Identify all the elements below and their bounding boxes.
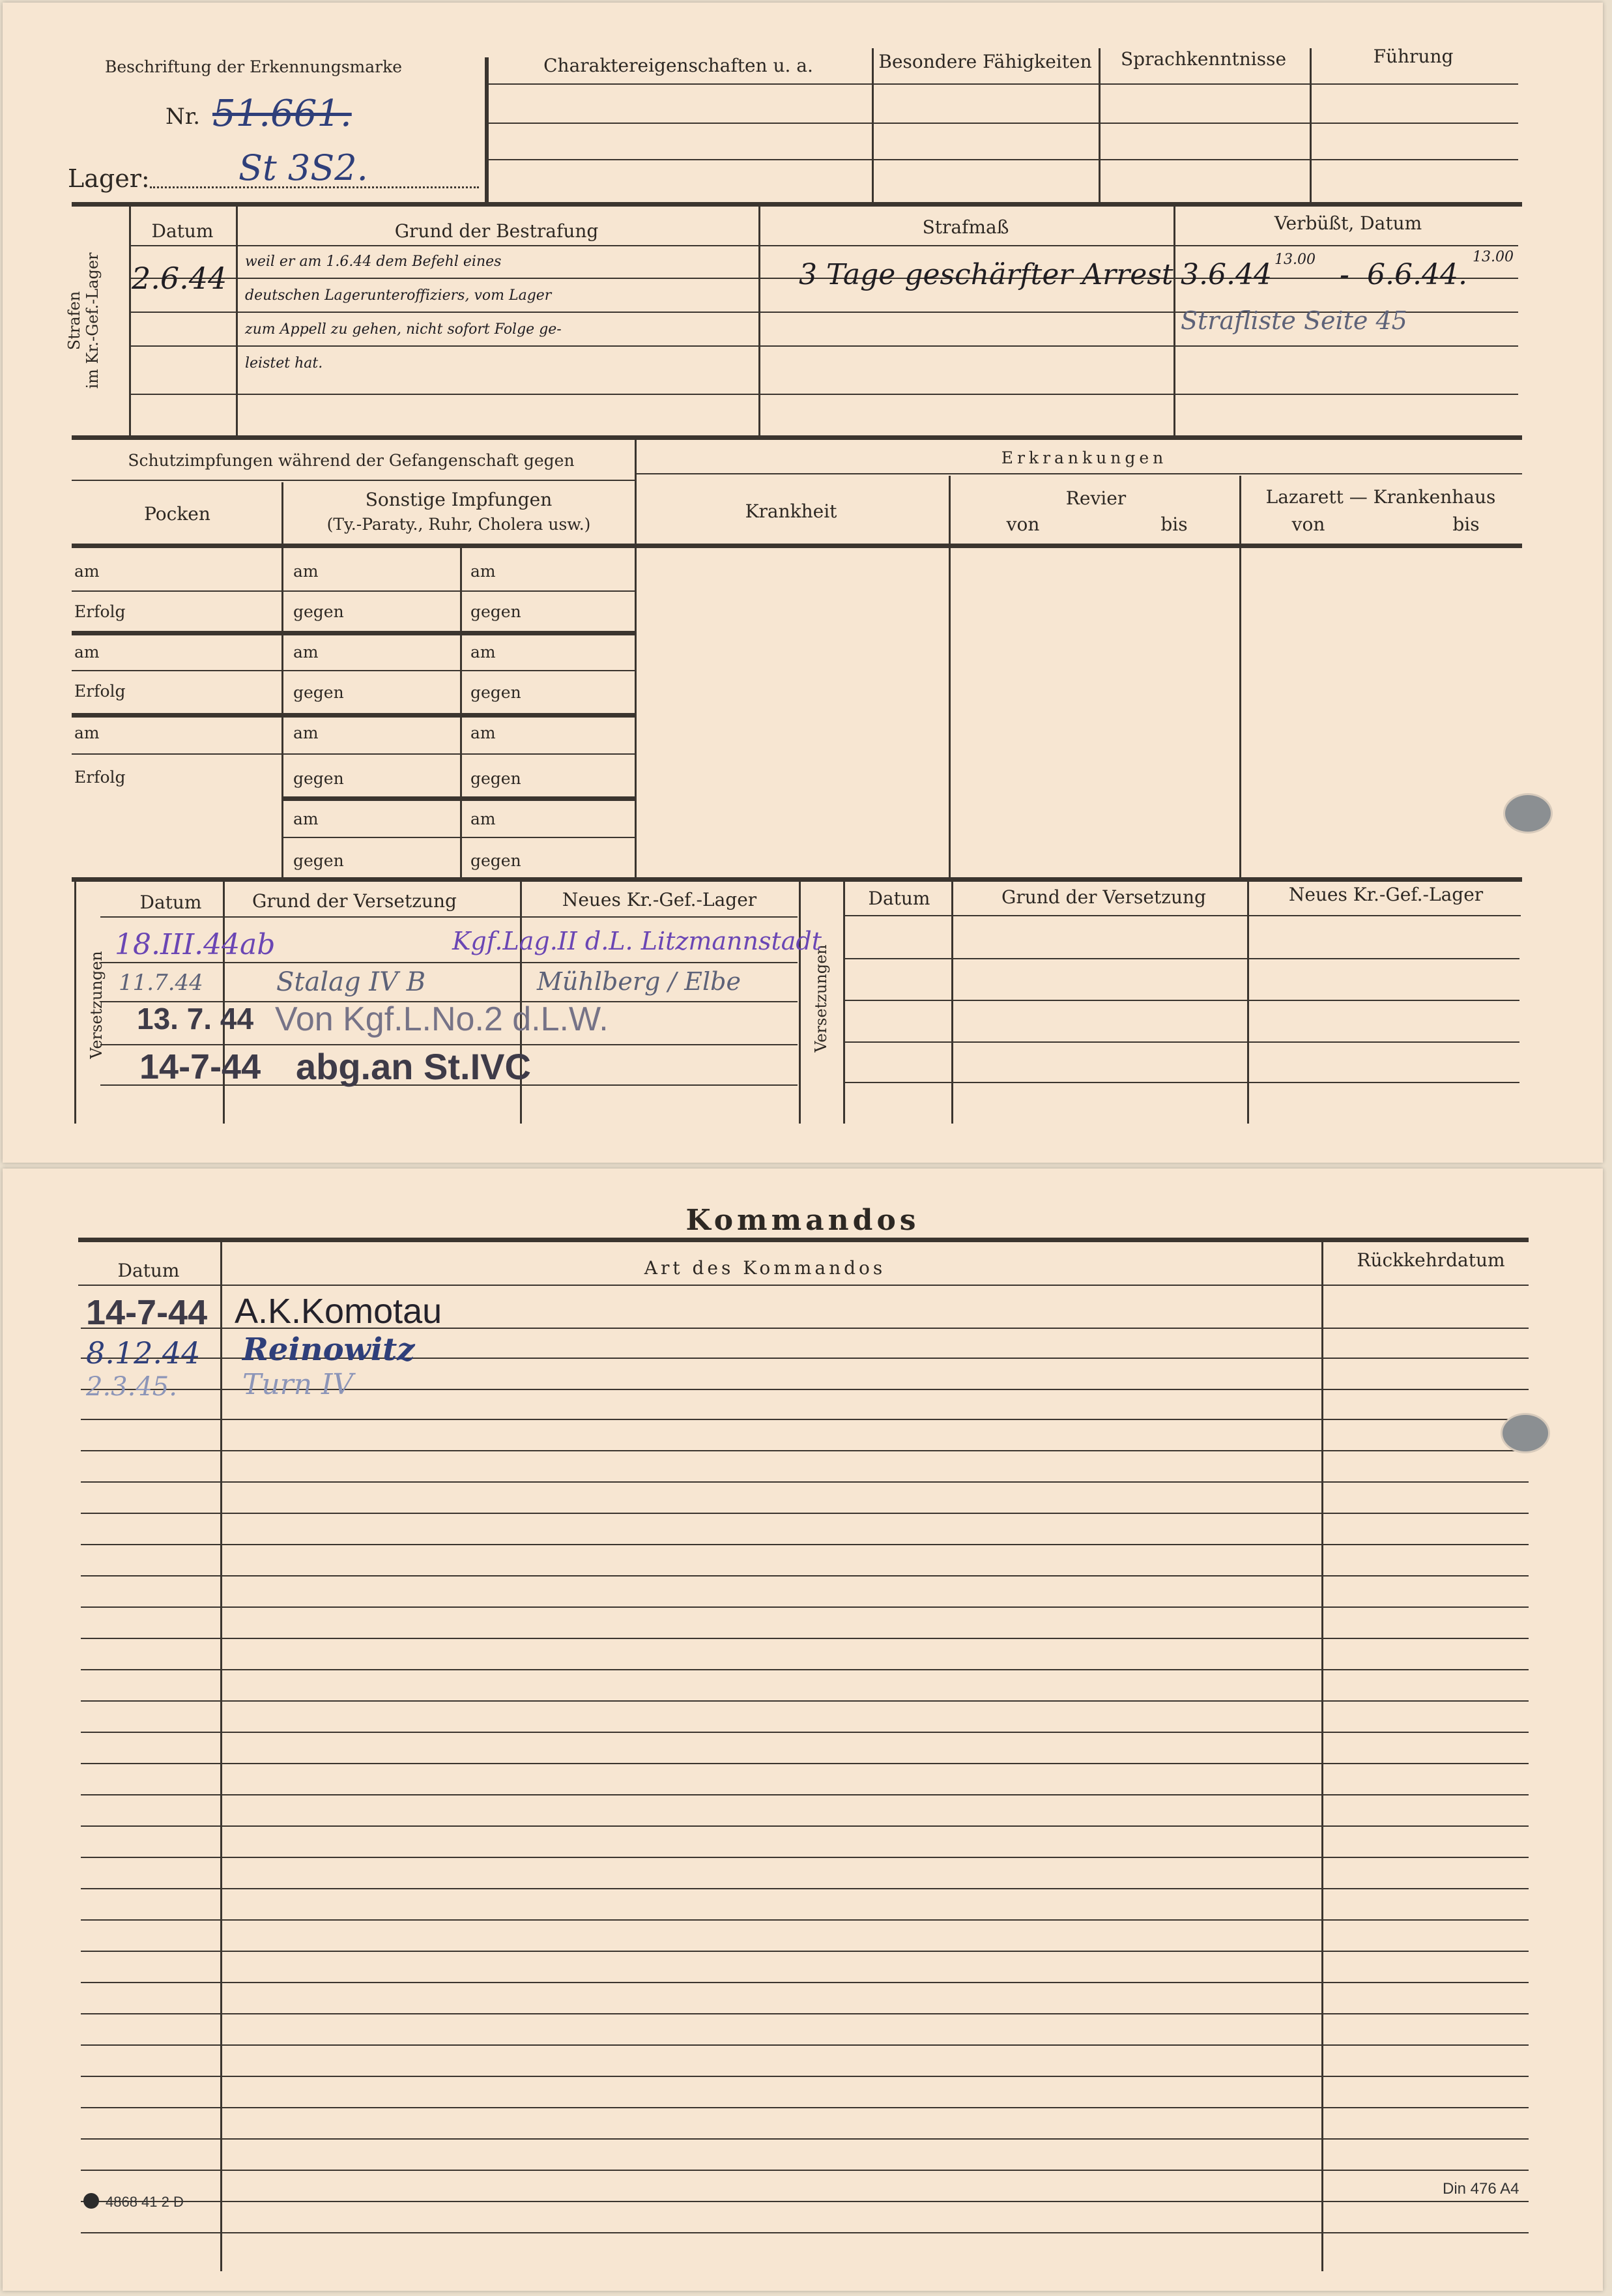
pox-header: Pocken [144,503,210,525]
skills-header: Besondere Fähigkeiten [878,51,1092,72]
id-tag-title: Beschriftung der Erkennungsmarke [104,57,403,76]
vaccination-row-line [72,590,635,592]
kommando-entry-date: 8.12.44 [86,1335,201,1371]
transfer-stamp-text: abg.an St.IVC [296,1046,531,1087]
kommandos-row-line [81,1513,1529,1514]
vaccination-row-line [72,753,635,755]
transfers-top-rule [72,877,1522,882]
form-front-page [3,3,1603,1163]
kommandos-row-line [81,1763,1529,1764]
kommandos-row-line [81,2201,1529,2202]
transfer-reason-header: Grund der Versetzung [252,890,457,912]
penalty-date: 2.6.44 [132,261,227,296]
penalties-col-divider [129,206,131,435]
vaccination-row-line [283,837,635,838]
vacc-row-label: am [74,723,100,742]
lager-value: St 3S2. [238,147,368,188]
vacc-row-label: gegen [293,683,344,702]
kommandos-col-divider [220,1242,222,2271]
vacc-row-label: gegen [293,769,344,788]
kommandos-row-line [81,1450,1529,1451]
transfers-row-line [844,958,1519,959]
nr-label: Nr. [166,104,201,130]
kommandos-title: Kommandos [685,1204,920,1237]
transfer-date-header: Datum [139,892,202,913]
transfers-col-divider [951,881,953,1124]
penalty-served-from-time: 13.00 [1274,252,1316,268]
vacc-row-label: am [293,723,319,742]
transfer-entry-reason: ab [240,928,276,961]
character-row-line [489,159,1518,160]
kommandos-row-line [81,2232,1529,2233]
transfers-header-line [100,916,798,918]
lager-label: Lager: [68,164,150,193]
transfer-entry-date: 18.III.44 [115,928,240,961]
vacc-row-label: gegen [470,769,521,788]
vacc-row-label: am [74,562,100,581]
transfer-camp-header: Neues Kr.-Gef.-Lager [562,889,757,910]
kommandos-row-line [81,2044,1529,2046]
transfers-col-divider [799,881,801,1124]
character-row-line [489,123,1518,124]
penalties-col-divider [758,206,760,435]
kommandos-row-line [81,2170,1529,2171]
vaccination-title-line [72,480,635,481]
transfers-col-divider [1247,881,1249,1124]
transfers-row-line [100,962,798,963]
penalty-served-dash: - [1340,258,1349,291]
transfers-side-line [74,881,76,1124]
vacc-row-label: gegen [470,851,521,870]
penalty-served-to-time: 13.00 [1473,249,1514,265]
character-col-divider [872,48,874,203]
illness-title: Erkrankungen [1001,448,1168,467]
hospital-to: bis [1452,514,1480,535]
penalties-measure-header: Strafmaß [922,216,1009,238]
character-col-divider [1099,48,1101,203]
kommando-entry-date: 2.3.45. [86,1372,177,1402]
kommandos-row-line [81,1638,1529,1639]
transfers-row-line [844,1082,1519,1083]
form-back-page [3,1169,1603,2291]
transfers-row-line [844,1041,1519,1043]
penalty-reason: weil er am 1.6.44 dem Befehl eines deutschen Lagerunteroffiziers, vom Lager zum Appell zu gehen, nicht sofort Folge ge- leistet hat. [245,254,562,371]
penalty-served-from: 3.6.44 [1181,258,1272,291]
vacc-row-label: gegen [293,851,344,870]
transfer-camp-header-right: Neues Kr.-Gef.-Lager [1288,884,1484,905]
kommando-entry-date: 14-7-44 [86,1293,208,1332]
kommandos-row-line [81,1544,1529,1545]
transfer-entry-reason: Stalag IV B [276,967,426,997]
character-header-line [489,83,1518,85]
kommandos-kind-header: Art des Kommandos [644,1257,886,1279]
transfers-header-line [843,915,1521,916]
transfer-reason-header-right: Grund der Versetzung [1001,886,1206,908]
kommandos-row-line [81,1857,1529,1858]
kommandos-row-line [81,2138,1529,2140]
penalties-top-rule [72,202,1522,207]
printer-mark-icon [83,2193,99,2209]
kommando-entry-kind: A.K.Komotau [235,1292,442,1331]
vaccination-title: Schutzimpfungen während der Gefangenschaft gegen [128,451,575,470]
vacc-row-label: gegen [293,602,344,621]
kommandos-row-line [81,2076,1529,2077]
transfer-entry-camp: Mühlberg / Elbe [537,967,741,996]
vaccination-group-rule [72,631,635,635]
languages-header: Sprachkenntnisse [1120,48,1287,70]
character-header: Charaktereigenschaften u. a. [543,55,813,76]
vaccination-header-rule [72,544,1522,548]
infirmary-header: Revier [1065,487,1127,509]
penalties-row-line [130,394,1518,395]
transfer-stamp-date: 14-7-44 [139,1047,261,1086]
kommandos-row-line [81,1951,1529,1952]
transfer-entry-camp: Kgf.Lag.II d.L. Litzmannstadt [452,927,822,955]
kommandos-row-line [81,1732,1529,1733]
other-vaccination-divider [460,547,462,877]
kommandos-row-line [81,1481,1529,1483]
vacc-row-label: am [74,643,100,661]
pox-divider [281,482,283,877]
infirmary-to: bis [1160,514,1188,535]
kommando-entry-kind: Reinowitz [242,1331,415,1368]
illness-col-divider [1239,476,1241,877]
vaccination-top-rule [72,435,1522,440]
disease-header: Krankheit [745,501,837,522]
vaccination-group-rule [283,796,635,801]
penalty-served-to: 6.6.44. [1367,258,1467,291]
kommandos-row-line [81,1794,1529,1795]
hospital-from: von [1291,514,1325,535]
illness-title-line [636,473,1522,474]
kommandos-row-line [81,1606,1529,1608]
kommandos-return-header: Rückkehrdatum [1357,1249,1505,1271]
conduct-header: Führung [1373,46,1454,67]
print-code: 4868 41 2 D [106,2194,184,2210]
vacc-row-label: am [470,723,496,742]
vacc-row-label: am [470,643,496,661]
punch-hole [1503,1415,1548,1451]
vaccination-illness-divider [635,439,637,877]
punch-hole [1505,795,1551,832]
vaccination-row-line [72,670,635,671]
kommando-entry-kind: Turn IV [242,1368,354,1401]
vacc-row-label: gegen [470,602,521,621]
penalties-col-divider [236,206,238,435]
character-col-divider [1310,48,1312,203]
kommandos-row-line [81,2107,1529,2108]
vacc-row-label: gegen [470,683,521,702]
vacc-row-label: am [470,809,496,828]
vacc-row-label: am [470,562,496,581]
kommandos-row-line [81,1919,1529,1921]
vacc-row-label: am [293,809,319,828]
vaccination-group-rule [72,713,635,718]
transfers-row-line [844,1000,1519,1001]
nr-value: 51.661. [212,93,352,135]
kommandos-top-rule [78,1238,1529,1242]
penalties-date-header: Datum [151,220,214,242]
transfer-stamp-date: 13. 7. 44 [137,1002,254,1036]
penalty-served-note: Strafliste Seite 45 [1181,306,1407,335]
kommandos-col-divider [1321,1242,1323,2271]
kommandos-date-header: Datum [117,1260,180,1281]
kommandos-row-line [81,1700,1529,1702]
vacc-row-label: am [293,643,319,661]
kommandos-row-line [81,1982,1529,1983]
penalty-measure: 3 Tage geschärfter Arrest [799,258,1173,291]
other-vaccination-sub: (Ty.-Paraty., Ruhr, Cholera usw.) [326,515,591,534]
transfers-col-divider [843,881,845,1124]
transfer-date-header-right: Datum [868,888,930,909]
vacc-row-label: am [293,562,319,581]
illness-col-divider [949,476,951,877]
kommandos-row-line [81,1669,1529,1670]
kommandos-header-line [78,1285,1529,1286]
kommandos-row-line [81,1888,1529,1889]
penalties-reason-header: Grund der Bestrafung [394,220,599,242]
penalties-col-divider [1173,206,1175,435]
transfer-entry-date: 11.7.44 [119,970,203,996]
hospital-header: Lazarett — Krankenhaus [1265,486,1496,508]
infirmary-from: von [1006,514,1040,535]
kommandos-row-line [81,1575,1529,1577]
penalties-served-header: Verbüßt, Datum [1274,212,1422,234]
vacc-row-label: Erfolg [74,768,126,787]
id-box-divider [485,57,489,203]
transfer-stamp-text: Von Kgf.L.No.2 d.L.W. [275,1000,609,1038]
transfers-side-label-right: Versetzungen [812,944,830,1053]
vacc-row-label: Erfolg [74,682,126,701]
din-format: Din 476 A4 [1443,2180,1519,2198]
kommandos-row-line [81,1825,1529,1827]
other-vaccination-header: Sonstige Impfungen [365,489,553,510]
kommandos-row-line [81,1419,1529,1420]
kommandos-row-line [81,2013,1529,2014]
transfers-side-label-left: Versetzungen [87,951,106,1059]
vacc-row-label: Erfolg [74,602,126,621]
penalties-side-label: Strafen im Kr.-Gef.-Lager [65,252,102,389]
